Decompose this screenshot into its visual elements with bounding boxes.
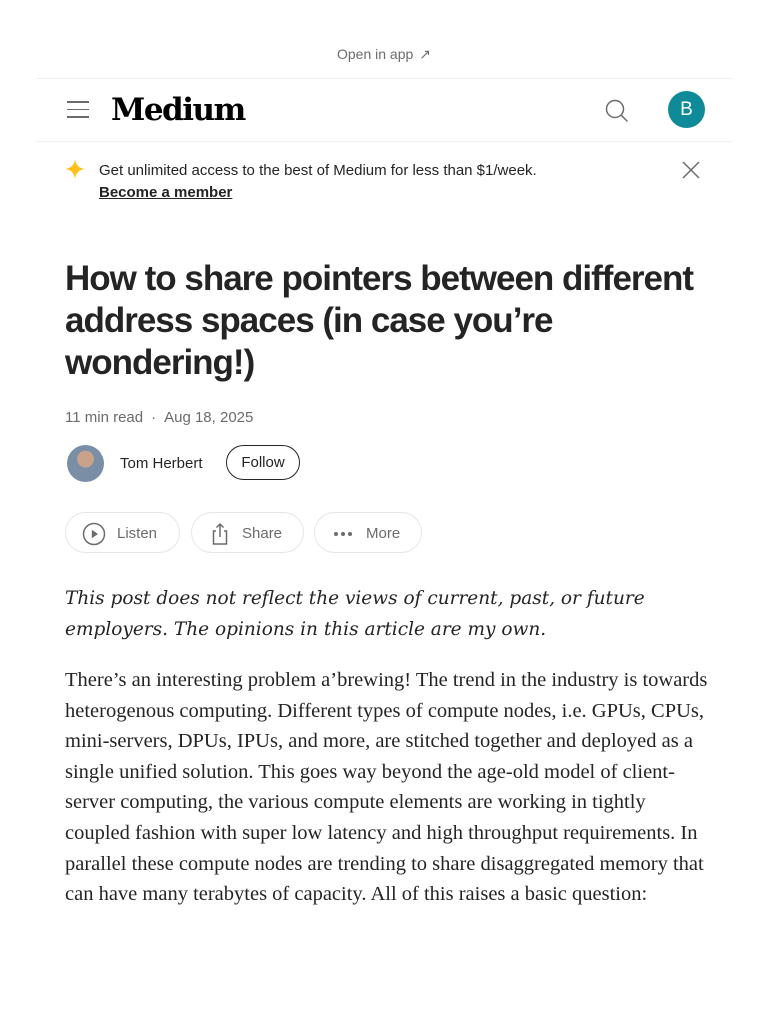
play-icon	[82, 522, 106, 546]
top-nav	[0, 80, 768, 140]
follow-button[interactable]: Follow	[226, 445, 300, 480]
sparkle-icon	[65, 159, 85, 179]
author-row	[65, 445, 465, 483]
open-in-app-label: Open in app	[336, 46, 414, 62]
publish-date: Aug 18, 2025	[164, 409, 254, 426]
share-label: Share	[242, 525, 283, 542]
search-icon[interactable]	[604, 98, 630, 124]
user-avatar[interactable]: B	[668, 91, 705, 128]
article-meta	[65, 409, 253, 426]
more-label: More	[366, 525, 401, 542]
share-button[interactable]	[191, 512, 304, 553]
listen-button[interactable]	[65, 512, 180, 553]
top-divider	[36, 78, 733, 79]
become-member-link[interactable]: Become a member	[99, 184, 233, 201]
close-icon[interactable]	[680, 159, 702, 181]
more-button[interactable]	[314, 512, 422, 553]
article-title: How to share pointers between different address spaces (in case you’re wondering!)	[65, 259, 694, 382]
arrow-up-right-icon: ↗	[419, 46, 432, 62]
nav-divider	[36, 141, 733, 142]
article-paragraph: There’s an interesting problem a’brewing! The trend in the industry is towards heterogenous computing. Different types of compute nodes, i.e. GPUs, CPUs, mini-servers, DPUs, IPUs, and more, are stitched together and deployed as a single unified solution. This goes way beyond the age-old model of client-server computing, the various compute elements are working in tightly coupled fashion with super low latency and high throughput requirements. In parallel these compute nodes are trending to share disaggregated memory that can have many terabytes of capacity. All of this raises a basic question:	[65, 669, 708, 906]
author-avatar[interactable]	[67, 445, 104, 482]
listen-label: Listen	[117, 525, 158, 542]
meta-separator: ·	[151, 409, 157, 426]
author-name[interactable]: Tom Herbert	[120, 455, 203, 472]
membership-banner	[65, 158, 705, 208]
open-in-app-link[interactable]	[0, 46, 768, 63]
article-disclaimer: This post does not reflect the views of current, past, or future employers. The opinions in this article are my own.	[65, 588, 645, 640]
medium-logo[interactable]: Medium	[111, 92, 245, 128]
banner-text: Get unlimited access to the best of Medium for less than $1/week.	[99, 162, 537, 179]
read-time: 11 min read	[65, 409, 144, 426]
more-dots-icon	[331, 522, 355, 546]
share-icon	[208, 522, 232, 546]
hamburger-icon[interactable]	[67, 101, 89, 118]
